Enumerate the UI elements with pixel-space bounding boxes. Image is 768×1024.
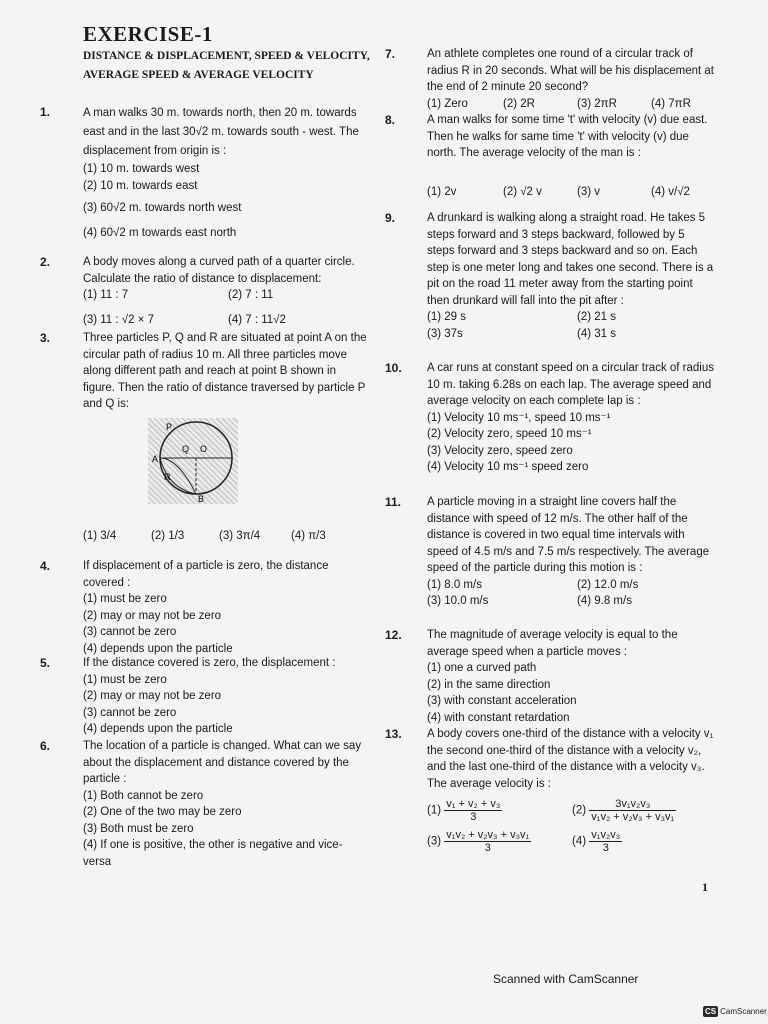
- question-stem: If displacement of a particle is zero, the distance covered :: [83, 560, 329, 589]
- question-stem: A particle moving in a straight line covers half the distance with speed of 12 m/s. The other half of the distance is covered in two equal time intervals with speed of 4.5 m/s and 7.5 m/s respectively. The average speed of the particle during this motion is :: [427, 496, 710, 574]
- camscanner-badge: [703, 1006, 767, 1017]
- camscanner-logo-icon: CS: [705, 1007, 717, 1016]
- question-number: 2.: [40, 255, 51, 269]
- question-10: [385, 360, 715, 476]
- option-2: (2) One of the two may be zero: [83, 806, 242, 818]
- option-1: (1) 11 : 7: [83, 289, 129, 301]
- option-1: (1) 2v: [427, 185, 457, 198]
- option-2: (2) $\frac{\text{3v₁v₂v₃}}{\text{v₁v₂ + v₂v₃ + v₃v₁}}$: [572, 798, 675, 823]
- question-stem: If the distance covered is zero, the displacement :: [83, 657, 336, 669]
- option-2: (2) may or may not be zero: [83, 609, 222, 622]
- option-3: (3) 3π/4: [219, 530, 261, 542]
- question-7: [385, 46, 715, 112]
- option-1: (1) Zero: [427, 97, 468, 110]
- question-number: 9.: [385, 211, 396, 225]
- option-4: (4) with constant retardation: [427, 711, 570, 724]
- page-number: 1: [702, 880, 708, 894]
- option-1: (1) must be zero: [83, 593, 167, 605]
- question-number: 10.: [385, 361, 402, 375]
- option-4: (4) 9.8 m/s: [577, 595, 632, 607]
- option-1: (1) one a curved path: [427, 662, 537, 674]
- question-3: [40, 330, 370, 413]
- question-stem: A body moves along a curved path of a quarter circle. Calculate the ratio of distance to displacement:: [83, 256, 355, 285]
- option-3: (3) v: [577, 185, 600, 198]
- question-stem: An athlete completes one round of a circular track of radius R in 20 seconds. What will be his displacement at the end of 2 minute 20 second?: [427, 48, 715, 93]
- exercise-title: EXERCISE-1: [83, 22, 213, 46]
- option-2: (2) 12.0 m/s: [577, 578, 639, 591]
- option-2: (2) in the same direction: [427, 678, 551, 691]
- question-number: 6.: [40, 739, 51, 753]
- question-12: [385, 627, 715, 726]
- option-1: (1) 3/4: [83, 530, 117, 542]
- question-stem: A drunkard is walking along a straight road. He takes 5 steps forward and 3 steps backward, followed by 5 steps forward and 3 steps backward and so on. Each step is one meter long and takes one second. There is a pit on the road 11 meter away from the starting point then drunkard will fall into the pit after :: [427, 212, 714, 307]
- option-4: (4) depends upon the particle: [83, 642, 233, 655]
- question-stem: A man walks for some time 't' with velocity (v) due east. Then he walks for same time 't' with velocity (v) due north. The average velocity of the man is :: [427, 114, 708, 159]
- circle-diagram: [148, 418, 238, 504]
- question-6: [40, 738, 370, 870]
- option-1: (1) Both cannot be zero: [83, 789, 204, 802]
- option-4: (4) 7πR: [651, 97, 691, 110]
- option-1: (1) Velocity 10 ms⁻¹, speed 10 ms⁻¹: [427, 411, 611, 424]
- option-1: (1) 29 s: [427, 311, 466, 323]
- question-number: 4.: [40, 559, 51, 573]
- option-2: (2) Velocity zero, speed 10 ms⁻¹: [427, 428, 592, 440]
- option-4: (4) depends upon the particle: [83, 723, 233, 735]
- question-5: [40, 655, 370, 738]
- option-4: (4) Velocity 10 ms⁻¹ speed zero: [427, 461, 589, 473]
- option-2: (2) 21 s: [577, 311, 616, 323]
- question-stem: Three particles P, Q and R are situated at point A on the circular path of radius 10 m. All three particles move along different path and reach at point B shown in figure. Then the ratio of distance traversed by particle P and Q is:: [83, 332, 367, 410]
- option-3: (3) cannot be zero: [83, 706, 177, 719]
- question-number: 3.: [40, 331, 51, 345]
- option-3: (3) 2πR: [577, 97, 617, 110]
- circle-figure: [148, 418, 238, 504]
- option-3: (3) Velocity zero, speed zero: [427, 444, 573, 457]
- option-2: (2) 1/3: [151, 530, 185, 542]
- figure-label-b: B: [198, 494, 205, 504]
- question-13: [385, 726, 715, 854]
- question-number: 13.: [385, 727, 402, 741]
- option-4: (4) π/3: [291, 530, 326, 542]
- option-3: (3) $\frac{\text{v₁v₂ + v₂v₃ + v₃v₁}}{3}$: [427, 829, 530, 854]
- option-4: (4) If one is positive, the other is negative and vice-versa: [83, 839, 343, 868]
- question-number: 11.: [385, 495, 402, 509]
- camscanner-text: CamScanner: [720, 1007, 767, 1016]
- option-1: (1) $\frac{\text{v₁ + v₂ + v₃}}{3}$: [427, 798, 501, 823]
- question-number: 1.: [40, 105, 51, 119]
- option-3: (3) 60√2 m. towards north west: [83, 202, 242, 214]
- question-4: [40, 558, 370, 657]
- figure-label-r: R: [164, 472, 171, 482]
- option-3: (3) with constant acceleration: [427, 695, 577, 707]
- option-2: (2) √2 v: [503, 185, 542, 198]
- figure-label-p: P: [166, 422, 173, 432]
- question-3-options: [40, 528, 370, 545]
- figure-label-o: O: [200, 444, 208, 454]
- option-3: (3) 10.0 m/s: [427, 595, 489, 607]
- option-4: (4) 60√2 m towards east north: [83, 226, 237, 239]
- option-3: (3) Both must be zero: [83, 822, 194, 835]
- question-9: [385, 210, 715, 342]
- figure-label-a: A: [152, 454, 159, 464]
- question-stem: The location of a particle is changed. What can we say about the displacement and distance covered by the particle :: [83, 740, 362, 785]
- scan-footer: Scanned with CamScanner: [493, 972, 639, 986]
- question-2: [40, 254, 370, 328]
- question-number: 12.: [385, 628, 402, 642]
- question-number: 5.: [40, 656, 51, 670]
- option-3: (3) 11 : √2 × 7: [83, 313, 154, 326]
- question-number: 8.: [385, 113, 396, 127]
- option-4: (4) 31 s: [577, 327, 616, 340]
- question-stem: A man walks 30 m. towards north, then 20 m. towards east and in the last 30√2 m. towards south - west. The displacement from origin is :: [83, 107, 359, 157]
- option-2: (2) 10 m. towards east: [83, 179, 198, 192]
- option-4: (4) $\frac{\text{v₁v₂v₃}}{3}$: [572, 829, 621, 854]
- question-number: 7.: [385, 47, 396, 61]
- option-3: (3) cannot be zero: [83, 626, 177, 638]
- question-8: [385, 112, 715, 200]
- question-stem: A body covers one-third of the distance with a velocity v₁ the second one-third of the distance with a velocity v₂, and the last one-third of the distance with a velocity v₃. The average velocity is :: [427, 728, 714, 790]
- option-3: (3) 37s: [427, 327, 463, 340]
- section-heading: DISTANCE & DISPLACEMENT, SPEED & VELOCITY, AVERAGE SPEED & AVERAGE VELOCITY: [83, 50, 370, 81]
- option-1: (1) 8.0 m/s: [427, 578, 482, 591]
- option-2: (2) 2R: [503, 97, 535, 110]
- question-stem: The magnitude of average velocity is equal to the average speed when a particle moves :: [427, 629, 678, 658]
- option-4: (4) 7 : 11√2: [228, 313, 286, 326]
- option-2: (2) 7 : 11: [228, 289, 274, 301]
- option-1: (1) must be zero: [83, 673, 167, 686]
- question-stem: A car runs at constant speed on a circular track of radius 10 m. taking 6.28s on each lap. The average speed and average velocity on each complete lap is :: [427, 362, 715, 407]
- question-11: [385, 494, 715, 610]
- question-1: [40, 104, 370, 241]
- figure-label-q: Q: [182, 444, 190, 454]
- option-2: (2) may or may not be zero: [83, 690, 222, 702]
- option-1: (1) 10 m. towards west: [83, 163, 200, 175]
- option-4: (4) v/√2: [651, 185, 690, 198]
